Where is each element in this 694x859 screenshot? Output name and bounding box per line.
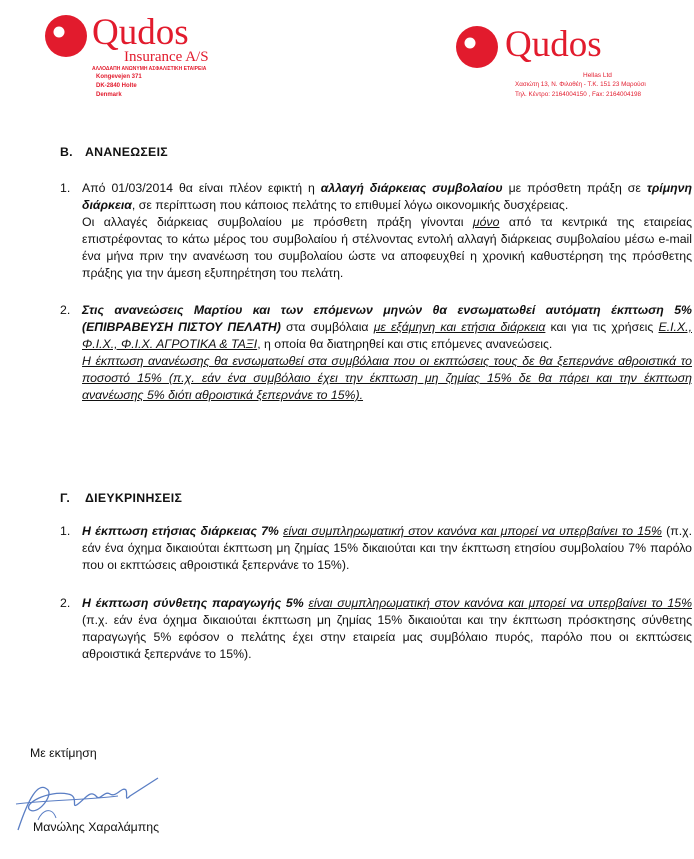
logo-left-address3: Denmark: [96, 92, 122, 98]
text: (π.χ. εάν ένα όχημα δικαιούται έκπτωση μη ζημίας 15% δικαιούται και την έκπτωση ετησίου συμβολαίου 7% παρόλο που οι εκπτώσεις αθροιστικά ξεπερνάνε το 15%).: [82, 524, 692, 572]
text: με πρόσθετη πράξη σε: [502, 181, 647, 195]
item-body: [82, 302, 692, 404]
logo-left-tagline: ΑΛΛΟΔΑΠΗ ΑΝΩΝΥΜΗ ΑΣΦΑΛΙΣΤΙΚΗ ΕΤΑΙΡΕΙΑ: [92, 66, 207, 72]
emphasis-text: Στις ανανεώσεις Μαρτίου και των επόμενων μηνών θα ενσωματωθεί αυτόματη έκπτωση 5% (ΕΠΙΒΡΑΒΕΥΣΗ ΠΙΣΤΟΥ ΠΕΛΑΤΗ): [82, 303, 692, 334]
text: από τα κεντρικά της εταιρείας επιστρέφοντας το κάτω μέρος του συμβολαίου ή στέλνοντας εντολή αλλαγή διάρκειας συμβολαίου μέσω e-mail ένα μήνα πριν την ανανέωση του συμβολαίου ώστε να αποφευχθεί η χρονική καθυστέρηση της πρόσθετης πράξης για την άμεση εξυπηρέτηση του πελάτη.: [82, 215, 692, 280]
item-number: 2.: [60, 596, 71, 610]
logo-right-line2: Hellas Ltd: [583, 72, 612, 79]
emphasis-text: τρίμηνη διάρκεια: [82, 181, 692, 212]
logo-right-phones: Τηλ. Κέντρο: 2164004150 , Fax: 2164004198: [515, 91, 642, 98]
section-b-title: ΑΝΑΝΕΩΣΕΙΣ: [85, 145, 168, 159]
item-number: 2.: [60, 303, 71, 317]
section-c-letter: Γ.: [60, 491, 71, 505]
section-c-title: ΔΙΕΥΚΡΙΝΗΣΕΙΣ: [85, 491, 183, 505]
logo-right-brand: Qudos: [505, 24, 602, 65]
text: , σε περίπτωση που κάποιος πελάτης το επιθυμεί λόγω οικονομικής δυσχέρειας.: [131, 198, 569, 212]
paragraph: [82, 595, 692, 663]
section-b-letter: B.: [60, 145, 73, 159]
emphasis-text: μόνο: [472, 215, 500, 229]
logo-qudos-hellas: [455, 24, 685, 124]
item-body: [82, 595, 692, 663]
text: και για τις χρήσεις: [545, 320, 659, 334]
section-b-heading: [60, 144, 168, 161]
emphasis-text: Η έκπτωση ετήσιας διάρκειας 7%: [82, 524, 279, 538]
text: Από 01/03/2014 θα είναι πλέον εφικτή η: [82, 181, 321, 195]
paragraph: [82, 214, 692, 282]
logo-left-brand: Qudos: [92, 12, 189, 53]
paragraph: [82, 180, 692, 214]
item-number: 1.: [60, 181, 71, 195]
text: Οι αλλαγές διάρκειας συμβολαίου με πρόσθετη πράξη γίνονται: [82, 215, 473, 229]
text: στα συμβόλαια: [280, 320, 374, 334]
section-c-heading: [60, 490, 182, 507]
emphasis-text: είναι συμπληρωματική στον κανόνα και μπορεί να υπερβαίνει το 15%: [283, 524, 662, 538]
signer-name: Μανώλης Χαραλάμπης: [33, 820, 160, 834]
paragraph: [82, 523, 692, 574]
paragraph: [82, 302, 692, 353]
text: (π.χ. εάν ένα όχημα δικαιούται έκπτωση μη ζημίας 15% δικαιούται και την έκπτωση πρόσκτησης σύνθετης παραγωγής 5% εφόσον ο πελάτης έχει στην εταιρεία μας συμβόλαιο πυρός, παρόλο που οι εκπτώσεις αθροιστικά ξεπερνάνε το 15%).: [82, 613, 692, 661]
logo-right-address: Χασιώτη 13, Ν. Φιλοθέη - Τ.Κ. 151 23 Μαρούσι: [515, 81, 646, 88]
logo-qudos-insurance: [44, 12, 244, 132]
logo-left-line2: Insurance A/S: [124, 49, 209, 65]
emphasis-text: αλλαγή διάρκειας συμβολαίου: [320, 181, 503, 195]
emphasis-text: είναι συμπληρωματική στον κανόνα και μπορεί να υπερβαίνει το 15%: [308, 596, 692, 610]
logo-left-address1: Kongevejen 371: [96, 74, 142, 80]
emphasis-text: Η έκπτωση σύνθετης παραγωγής 5%: [82, 596, 304, 610]
emphasis-text: Ε.Ι.Χ., Φ.Ι.Χ., Φ.Ι.Χ. ΑΓΡΟΤΙΚΑ & ΤΑΞΙ: [82, 320, 692, 351]
text: , η οποία θα διατηρηθεί και στις επόμενες ανανεώσεις.: [257, 337, 553, 351]
paragraph: [82, 353, 692, 404]
item-number: 1.: [60, 524, 71, 538]
item-body: [82, 523, 692, 574]
emphasis-text: Η έκπτωση ανανέωσης θα ενσωματωθεί στα συμβόλαια που οι εκπτώσεις τους δε θα ξεπερνάνε αθροιστικά το ποσοστό 15% (π.χ. εάν ένα συμβόλαιο έχει την έκπτωση μη ζημίας 15% δε θα πάρει και την έκπτωση ανανέωσης 5% διότι αθροιστικά ξεπερνάνε το 15%).: [82, 354, 692, 402]
logo-left-address2: DK-2840 Holte: [96, 83, 137, 89]
item-body: [82, 180, 692, 282]
closing-regards: Με εκτίμηση: [30, 746, 97, 760]
emphasis-text: με εξάμηνη και ετήσια διάρκεια: [373, 320, 546, 334]
